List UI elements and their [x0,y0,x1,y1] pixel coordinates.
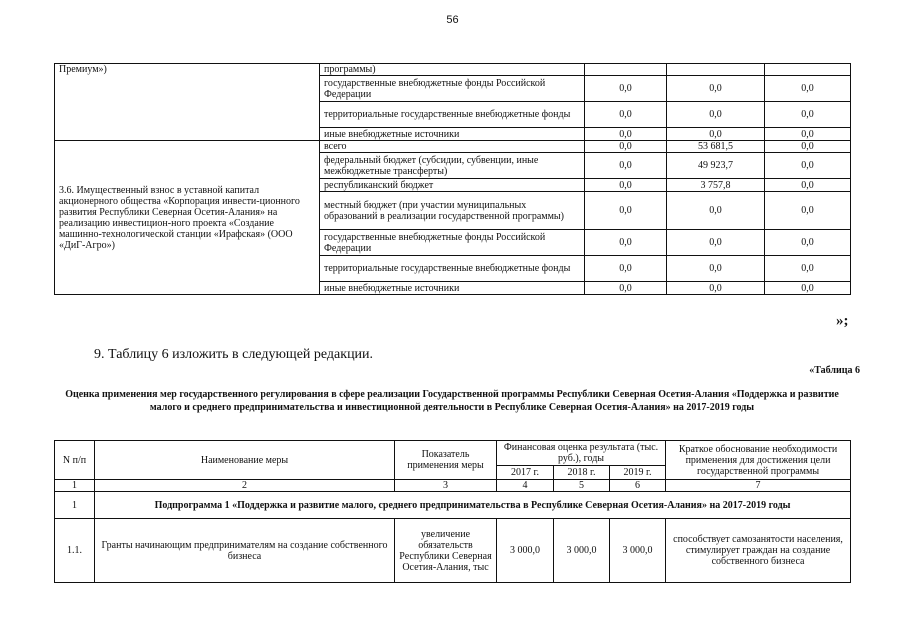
column-number: 3 [395,480,497,492]
value-2017: 0,0 [585,128,667,141]
funding-table [54,63,851,295]
value-2018: 0,0 [667,230,765,256]
value-2018: 0,0 [667,128,765,141]
header-year-2019: 2019 г. [610,466,666,480]
source-cell: местный бюджет (при участии муниципальных образований в реализации государственной программы) [320,192,585,230]
column-number: 6 [610,480,666,492]
column-number: 5 [554,480,610,492]
header-num: N п/п [55,441,95,480]
source-cell: республиканский бюджет [320,179,585,192]
row-measure-name: Гранты начинающим предпринимателям на создание собственного бизнеса [95,519,395,583]
value-2017: 0,0 [585,141,667,153]
measures-table [54,440,851,583]
row-value-2017: 3 000,0 [497,519,554,583]
value-2019: 0,0 [765,179,851,192]
value-2019: 0,0 [765,153,851,179]
value-2019: 0,0 [765,76,851,102]
value-2018: 49 923,7 [667,153,765,179]
value-2017: 0,0 [585,282,667,295]
header-name: Наименование меры [95,441,395,480]
row-justification: способствует самозанятости населения, стимулирует граждан на создание собственного бизнеса [666,519,851,583]
source-cell: государственные внебюджетные фонды Российской Федерации [320,76,585,102]
source-cell: иные внебюджетные источники [320,282,585,295]
source-cell: федеральный бюджет (субсидии, субвенции, иные межбюджетные трансферты) [320,153,585,179]
measure-cell: Премиум») [55,64,320,141]
value-2019: 0,0 [765,102,851,128]
column-number: 1 [55,480,95,492]
table-header-row [55,441,851,466]
source-cell: государственные внебюджетные фонды Российской Федерации [320,230,585,256]
source-cell: территориальные государственные внебюджетные фонды [320,256,585,282]
value-2019: 0,0 [765,141,851,153]
value-2017: 0,0 [585,102,667,128]
column-number: 7 [666,480,851,492]
value-2017: 0,0 [585,153,667,179]
measure-cell: 3.6. Имущественный взнос в уставной капитал акционерного общества «Корпорация инвести-ционного развития Республики Северная Осетия-Алания» на реализацию инвестицион-ного проекта «Создание машинно-технологической станции «Ирафская» (ООО «ДиГ-Агро») [55,141,320,295]
column-number: 2 [95,480,395,492]
value-2018: 0,0 [667,282,765,295]
header-finance: Финансовая оценка результата (тыс. руб.), годы [497,441,666,466]
page-number: 56 [446,14,459,26]
row-value-2018: 3 000,0 [554,519,610,583]
subprogram-row [55,492,851,519]
row-indicator: увеличение обязательств Республики Северная Осетия-Алания, тыс [395,519,497,583]
value-2017: 0,0 [585,192,667,230]
closing-quote-mark: »; [836,313,849,329]
table-caption: «Таблица 6 [809,365,860,376]
source-cell: программы) [320,64,585,76]
value-2019: 0,0 [765,230,851,256]
value-2018: 3 757,8 [667,179,765,192]
value-2018: 0,0 [667,192,765,230]
header-justification: Краткое обоснование необходимости применения для достижения цели государственной программы [666,441,851,480]
value-2018: 0,0 [667,256,765,282]
header-indicator: Показатель применения меры [395,441,497,480]
value-2017: 0,0 [585,256,667,282]
table-title: Оценка применения мер государственного регулирования в сфере реализации Государственной программы Республики Северная Осетия-Алания «Поддержка и развитие малого и среднего предпринимательства и инвестиционной деятельности в Республике Северная Осетия-Алания» на 2017-2019 годы [65,389,839,413]
header-year-2017: 2017 г. [497,466,554,480]
value-2019 [765,64,851,76]
table-row [55,519,851,583]
subprogram-num: 1 [55,492,95,519]
value-2019: 0,0 [765,282,851,295]
row-value-2019: 3 000,0 [610,519,666,583]
value-2017: 0,0 [585,76,667,102]
source-cell: всего [320,141,585,153]
column-number: 4 [497,480,554,492]
table-row [55,64,851,76]
header-year-2018: 2018 г. [554,466,610,480]
value-2019: 0,0 [765,128,851,141]
column-number-row [55,480,851,492]
amendment-paragraph: 9. Таблицу 6 изложить в следующей редакции. [94,347,374,362]
row-num: 1.1. [55,519,95,583]
source-cell: территориальные государственные внебюджетные фонды [320,102,585,128]
value-2017: 0,0 [585,179,667,192]
value-2017 [585,64,667,76]
value-2017: 0,0 [585,230,667,256]
value-2018: 0,0 [667,102,765,128]
source-cell: иные внебюджетные источники [320,128,585,141]
value-2018 [667,64,765,76]
table-row [55,141,851,153]
value-2018: 53 681,5 [667,141,765,153]
value-2019: 0,0 [765,192,851,230]
value-2018: 0,0 [667,76,765,102]
value-2019: 0,0 [765,256,851,282]
subprogram-title: Подпрограмма 1 «Поддержка и развитие малого, среднего предпринимательства в Республике Северная Осетия-Алания» на 2017-2019 годы [95,492,851,519]
